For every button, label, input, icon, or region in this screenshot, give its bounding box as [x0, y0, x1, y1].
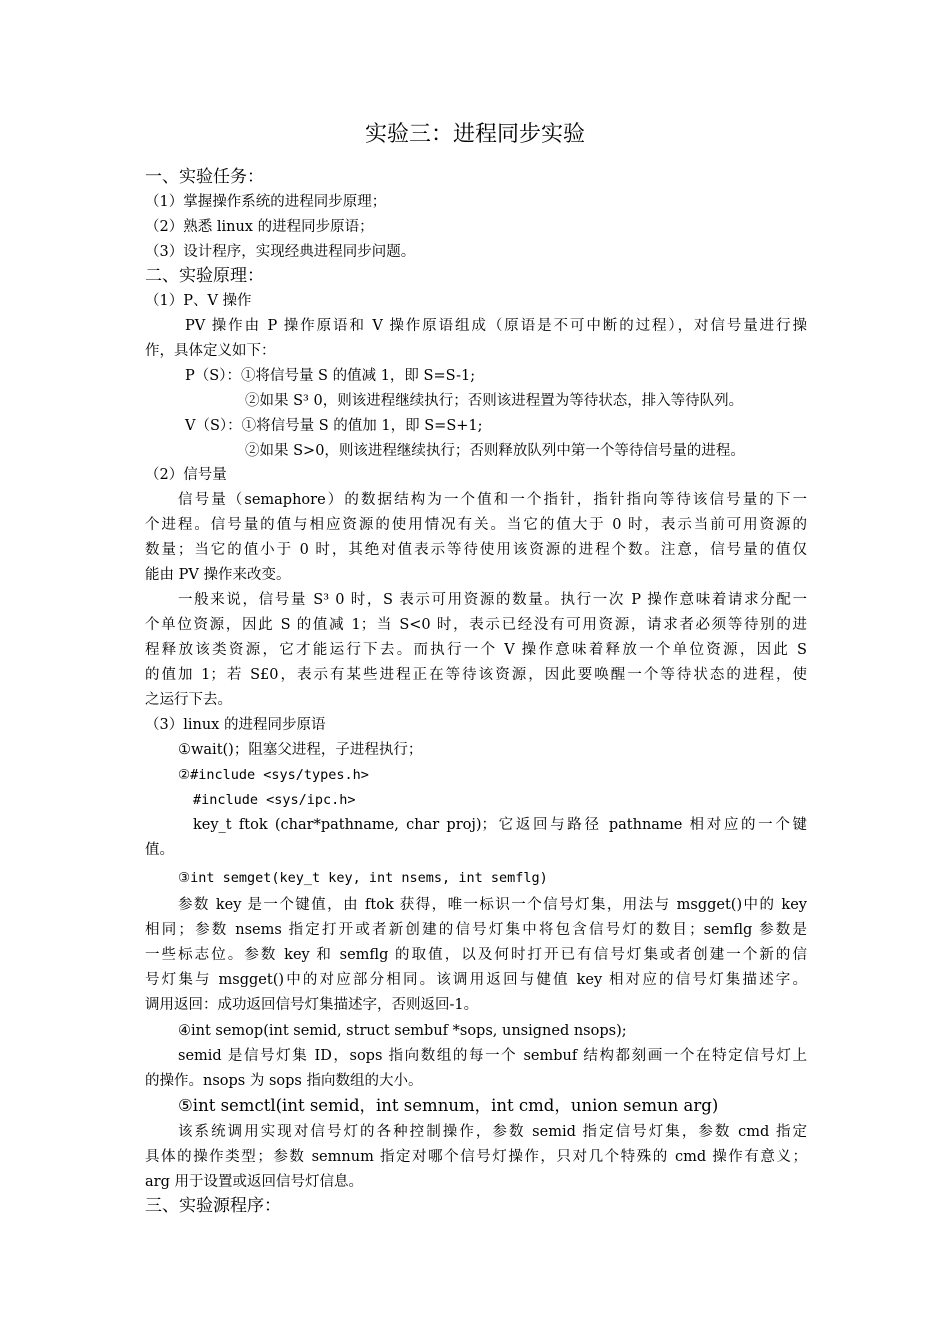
code-line: ③int semget(key_t key, int nsems, int semflg) [178, 870, 548, 886]
paragraph-line: 个进程。信号量的值与相应资源的使用情况有关。当它的值大于 0 时，表示当前可用资源的 [145, 517, 807, 533]
paragraph-line: 个单位资源，因此 S 的值减 1；当 S<0 时，表示已经没有可用资源，请求者必须等待别的进 [145, 617, 807, 633]
paragraph-line: 之运行下去。 [145, 692, 232, 708]
text-line: （3）设计程序，实现经典进程同步问题。 [145, 244, 416, 260]
definition-line: V（S）：①将信号量 S 的值加 1，即 S=S+1; [185, 418, 483, 434]
section-heading-source: 三、实验源程序： [145, 1196, 281, 1216]
paragraph-line: 一般来说，信号量 S³ 0 时，S 表示可用资源的数量。执行一次 P 操作意味着请求分配一 [178, 592, 807, 608]
subheading-primitives: （3）linux 的进程同步原语 [145, 717, 326, 733]
text-line: （1）掌握操作系统的进程同步原理； [145, 194, 387, 210]
code-line: ④int semop(int semid, struct sembuf *sops, unsigned nsops); [178, 1023, 627, 1039]
subheading-semaphore: （2）信号量 [145, 467, 227, 483]
page-title: 实验三：进程同步实验 [364, 122, 585, 147]
paragraph-line: 程释放该类资源，它才能运行下去。而执行一个 V 操作意味着释放一个单位资源，因此 S [145, 642, 807, 658]
paragraph-line: 具体的操作类型；参数 semnum 指定对哪个信号灯操作，只对几个特殊的 cmd 操作有意义； [145, 1149, 807, 1165]
section-heading-principles: 二、实验原理： [145, 266, 264, 286]
code-line: #include <sys/ipc.h> [193, 792, 356, 808]
paragraph-line: 的值加 1；若 S£0，表示有某些进程正在等待该资源，因此要唤醒一个等待状态的进程，使 [145, 667, 807, 683]
paragraph-line: 参数 key 是一个键值，由 ftok 获得，唯一标识一个信号灯集，用法与 msgget()中的 key [178, 897, 807, 913]
paragraph-line: 作，具体定义如下： [145, 343, 276, 359]
definition-line: P（S）：①将信号量 S 的值减 1，即 S=S-1; [185, 368, 476, 384]
paragraph-line: 调用返回：成功返回信号灯集描述字，否则返回-1。 [145, 997, 479, 1013]
paragraph-line: 相同；参数 nsems 指定打开或者新创建的信号灯集中将包含信号灯的数目；semflg 参数是 [145, 922, 807, 938]
section-heading-tasks: 一、实验任务： [145, 167, 264, 187]
definition-line: ②如果 S³ 0，则该进程继续执行；否则该进程置为等待状态，排入等待队列。 [245, 393, 744, 409]
code-line: ⑤int semctl(int semid，int semnum，int cmd，union semun arg) [178, 1096, 719, 1115]
text-line: （2）熟悉 linux 的进程同步原语； [145, 219, 374, 235]
paragraph-line: 该系统调用实现对信号灯的各种控制操作，参数 semid 指定信号灯集，参数 cmd 指定 [178, 1124, 807, 1140]
paragraph-line: PV 操作由 P 操作原语和 V 操作原语组成（原语是不可中断的过程），对信号量进行操 [185, 318, 807, 334]
paragraph-line: 一些标志位。参数 key 和 semflg 的取值，以及何时打开已有信号灯集或者创建一个新的信 [145, 947, 807, 963]
paragraph-line: 数量；当它的值小于 0 时，其绝对值表示等待使用该资源的进程个数。注意，信号量的值仅 [145, 542, 807, 558]
code-line: ①wait()；阻塞父进程，子进程执行； [178, 742, 423, 758]
code-line: ②#include <sys/types.h> [178, 767, 369, 783]
paragraph-line: arg 用于设置或返回信号灯信息。 [145, 1174, 363, 1190]
definition-line: ②如果 S>0，则该进程继续执行；否则释放队列中第一个等待信号量的进程。 [245, 443, 745, 459]
paragraph-line: 信号量（semaphore）的数据结构为一个值和一个指针，指针指向等待该信号量的下一 [178, 492, 807, 508]
subheading-pv: （1）P、V 操作 [145, 293, 252, 309]
paragraph-line: 值。 [145, 842, 174, 858]
paragraph-line: semid 是信号灯集 ID，sops 指向数组的每一个 sembuf 结构都刻画一个在特定信号灯上 [178, 1048, 807, 1064]
paragraph-line: 能由 PV 操作来改变。 [145, 567, 291, 583]
paragraph-line: 号灯集与 msgget()中的对应部分相同。该调用返回与健值 key 相对应的信号灯集描述字。 [145, 972, 807, 988]
paragraph-line: 的操作。nsops 为 sops 指向数组的大小。 [145, 1073, 423, 1089]
code-line: key_t ftok (char*pathname, char proj)；它返回与路径 pathname 相对应的一个键 [193, 817, 807, 833]
